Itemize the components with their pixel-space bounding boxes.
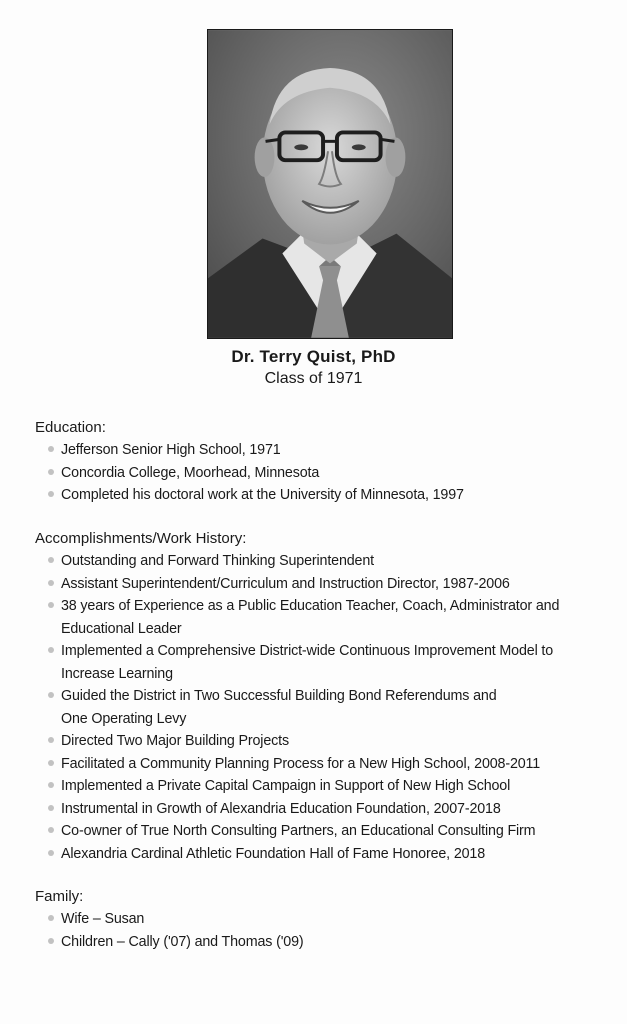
bullet-icon — [48, 827, 54, 833]
list-item — [35, 439, 605, 462]
bullet-icon — [48, 446, 54, 452]
list-item-text-continued: Educational Leader — [61, 620, 182, 637]
list-item-text-continued: Increase Learning — [61, 665, 173, 682]
list-item — [35, 798, 605, 821]
education-heading: Education: — [35, 419, 106, 436]
family-heading: Family: — [35, 888, 84, 905]
education-list — [35, 439, 605, 507]
accomplishments-list — [35, 550, 605, 865]
list-item-text: Directed Two Major Building Projects — [61, 733, 289, 749]
list-item — [35, 484, 605, 507]
bullet-icon — [48, 602, 54, 608]
bullet-icon — [48, 915, 54, 921]
list-item-text: Jefferson Senior High School, 1971 — [61, 442, 281, 458]
list-item — [35, 843, 605, 866]
list-item — [35, 573, 605, 596]
bullet-icon — [48, 557, 54, 563]
list-item — [35, 931, 605, 954]
list-item-text-continued: One Operating Levy — [61, 710, 187, 727]
accomplishments-heading: Accomplishments/Work History: — [35, 530, 247, 547]
portrait-photo — [207, 29, 453, 339]
family-section — [35, 886, 605, 953]
list-item-text: Implemented a Comprehensive District-wide Continuous Improvement Model to — [61, 643, 554, 659]
list-item — [35, 908, 605, 931]
list-item-text: Guided the District in Two Successful Building Bond Referendums and — [61, 688, 497, 704]
list-item-text: Co-owner of True North Consulting Partners, an Educational Consulting Firm — [61, 823, 536, 839]
bullet-icon — [48, 692, 54, 698]
list-item — [35, 640, 605, 685]
list-item — [35, 730, 605, 753]
list-item-text: Outstanding and Forward Thinking Superintendent — [61, 553, 374, 569]
list-item-text: Completed his doctoral work at the University of Minnesota, 1997 — [61, 487, 464, 503]
class-year: Class of 1971 — [264, 370, 363, 387]
bullet-icon — [48, 938, 54, 944]
person-name: Dr. Terry Quist, PhD — [231, 347, 396, 366]
bullet-icon — [48, 647, 54, 653]
portrait-illustration — [208, 30, 452, 338]
bullet-icon — [48, 850, 54, 856]
list-item — [35, 550, 605, 573]
list-item-text: Children – Cally ('07) and Thomas ('09) — [61, 933, 304, 950]
bullet-icon — [48, 737, 54, 743]
list-item-text: 38 years of Experience as a Public Education Teacher, Coach, Administrator and — [61, 598, 560, 614]
list-item-text: Alexandria Cardinal Athletic Foundation Hall of Fame Honoree, 2018 — [61, 845, 486, 862]
list-item — [35, 685, 605, 730]
family-list — [35, 908, 605, 953]
list-item-text: Wife – Susan — [61, 911, 145, 927]
bullet-icon — [48, 805, 54, 811]
bullet-icon — [48, 782, 54, 788]
bullet-icon — [48, 760, 54, 766]
list-item-text: Implemented a Private Capital Campaign in Support of New High School — [61, 778, 511, 794]
accomplishments-section — [35, 528, 605, 865]
list-item — [35, 775, 605, 798]
list-item — [35, 820, 605, 843]
list-item — [35, 595, 605, 640]
education-section — [35, 417, 605, 507]
list-item — [35, 462, 605, 485]
bullet-icon — [48, 580, 54, 586]
list-item — [35, 753, 605, 776]
list-item-text: Assistant Superintendent/Curriculum and Instruction Director, 1987-2006 — [61, 575, 510, 592]
bullet-icon — [48, 469, 54, 475]
list-item-text: Concordia College, Moorhead, Minnesota — [61, 464, 320, 481]
bullet-icon — [48, 491, 54, 497]
list-item-text: Instrumental in Growth of Alexandria Education Foundation, 2007-2018 — [61, 800, 501, 817]
list-item-text: Facilitated a Community Planning Process for a New High School, 2008-2011 — [61, 755, 541, 772]
